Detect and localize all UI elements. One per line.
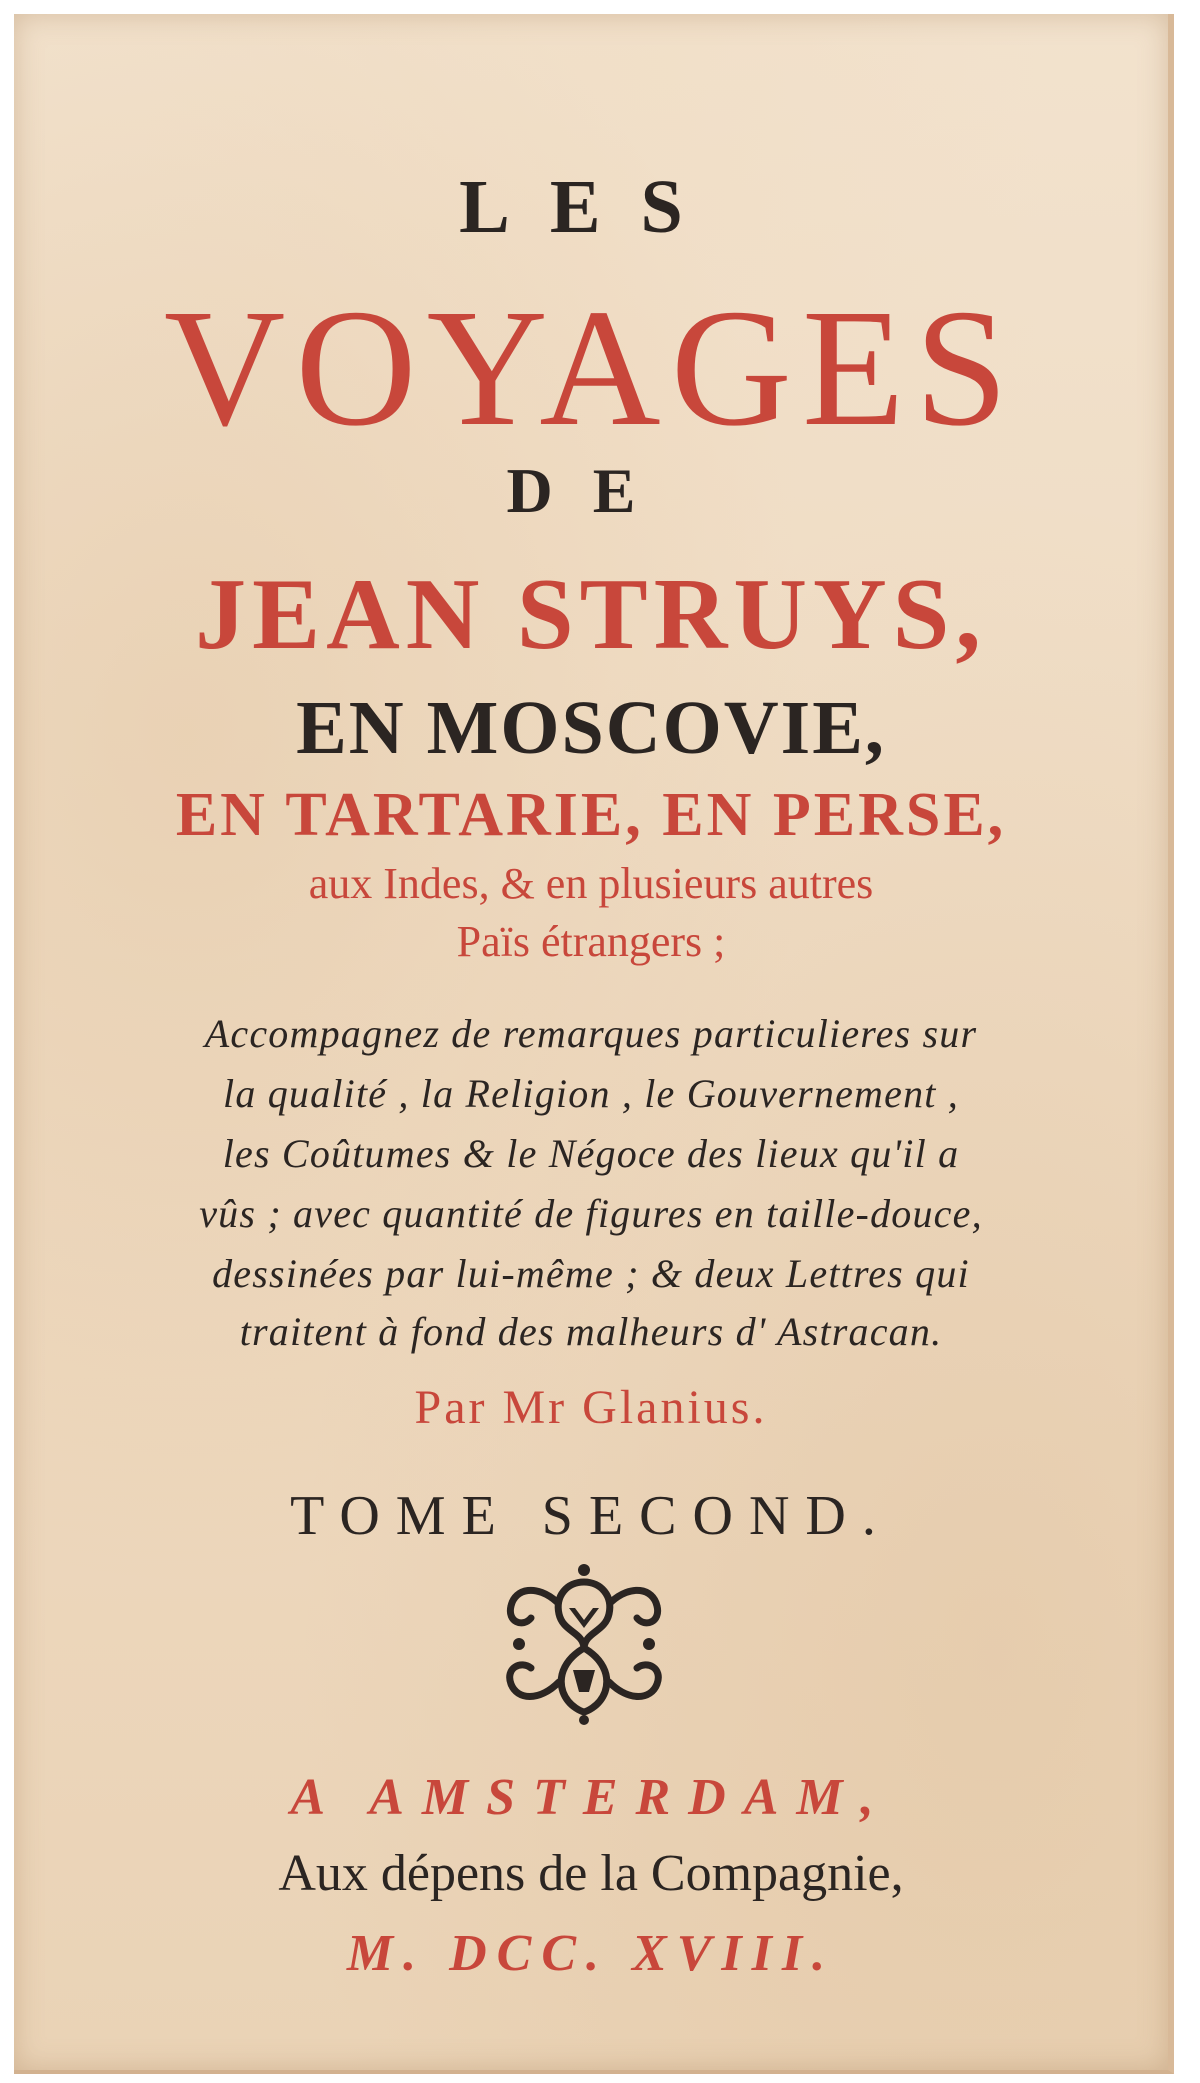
description-line: traitent à fond des malheurs d' Astracan. bbox=[239, 1309, 943, 1354]
title-page bbox=[14, 14, 1174, 2074]
title-line-les: LES bbox=[459, 165, 723, 249]
imprint-publisher: Aux dépens de la Compagnie, bbox=[278, 1845, 904, 1902]
imprint-place: A AMSTERDAM, bbox=[290, 1769, 892, 1826]
title-line-voyages: VOYAGES bbox=[163, 275, 1019, 461]
description-line: les Coûtumes & le Négoce des lieux qu'il a bbox=[222, 1131, 960, 1176]
title-line-de: DE bbox=[506, 455, 676, 526]
title-line-indes: aux Indes, & en plusieurs autres bbox=[308, 859, 874, 908]
author-name: JEAN STRUYS, bbox=[195, 558, 987, 671]
description-line: vûs ; avec quantité de figures en taille-douce, bbox=[199, 1191, 983, 1236]
imprint-date: M. DCC. XVIII. bbox=[346, 1925, 836, 1982]
title-line-pais: Païs étrangers ; bbox=[456, 917, 726, 966]
volume-label: TOME SECOND. bbox=[290, 1485, 892, 1547]
printers-ornament-icon bbox=[497, 1562, 671, 1726]
title-line-moscovie: EN MOSCOVIE, bbox=[296, 686, 886, 770]
translator-credit: Par Mr Glanius. bbox=[414, 1381, 768, 1434]
title-line-tartarie: EN TARTARIE, EN PERSE, bbox=[175, 781, 1007, 849]
description-line: la qualité , la Religion , le Gouvernement , bbox=[223, 1071, 959, 1116]
description-line: Accompagnez de remarques particulieres sur bbox=[204, 1011, 978, 1056]
description-line: dessinées par lui-même ; & deux Lettres qui bbox=[212, 1251, 970, 1296]
